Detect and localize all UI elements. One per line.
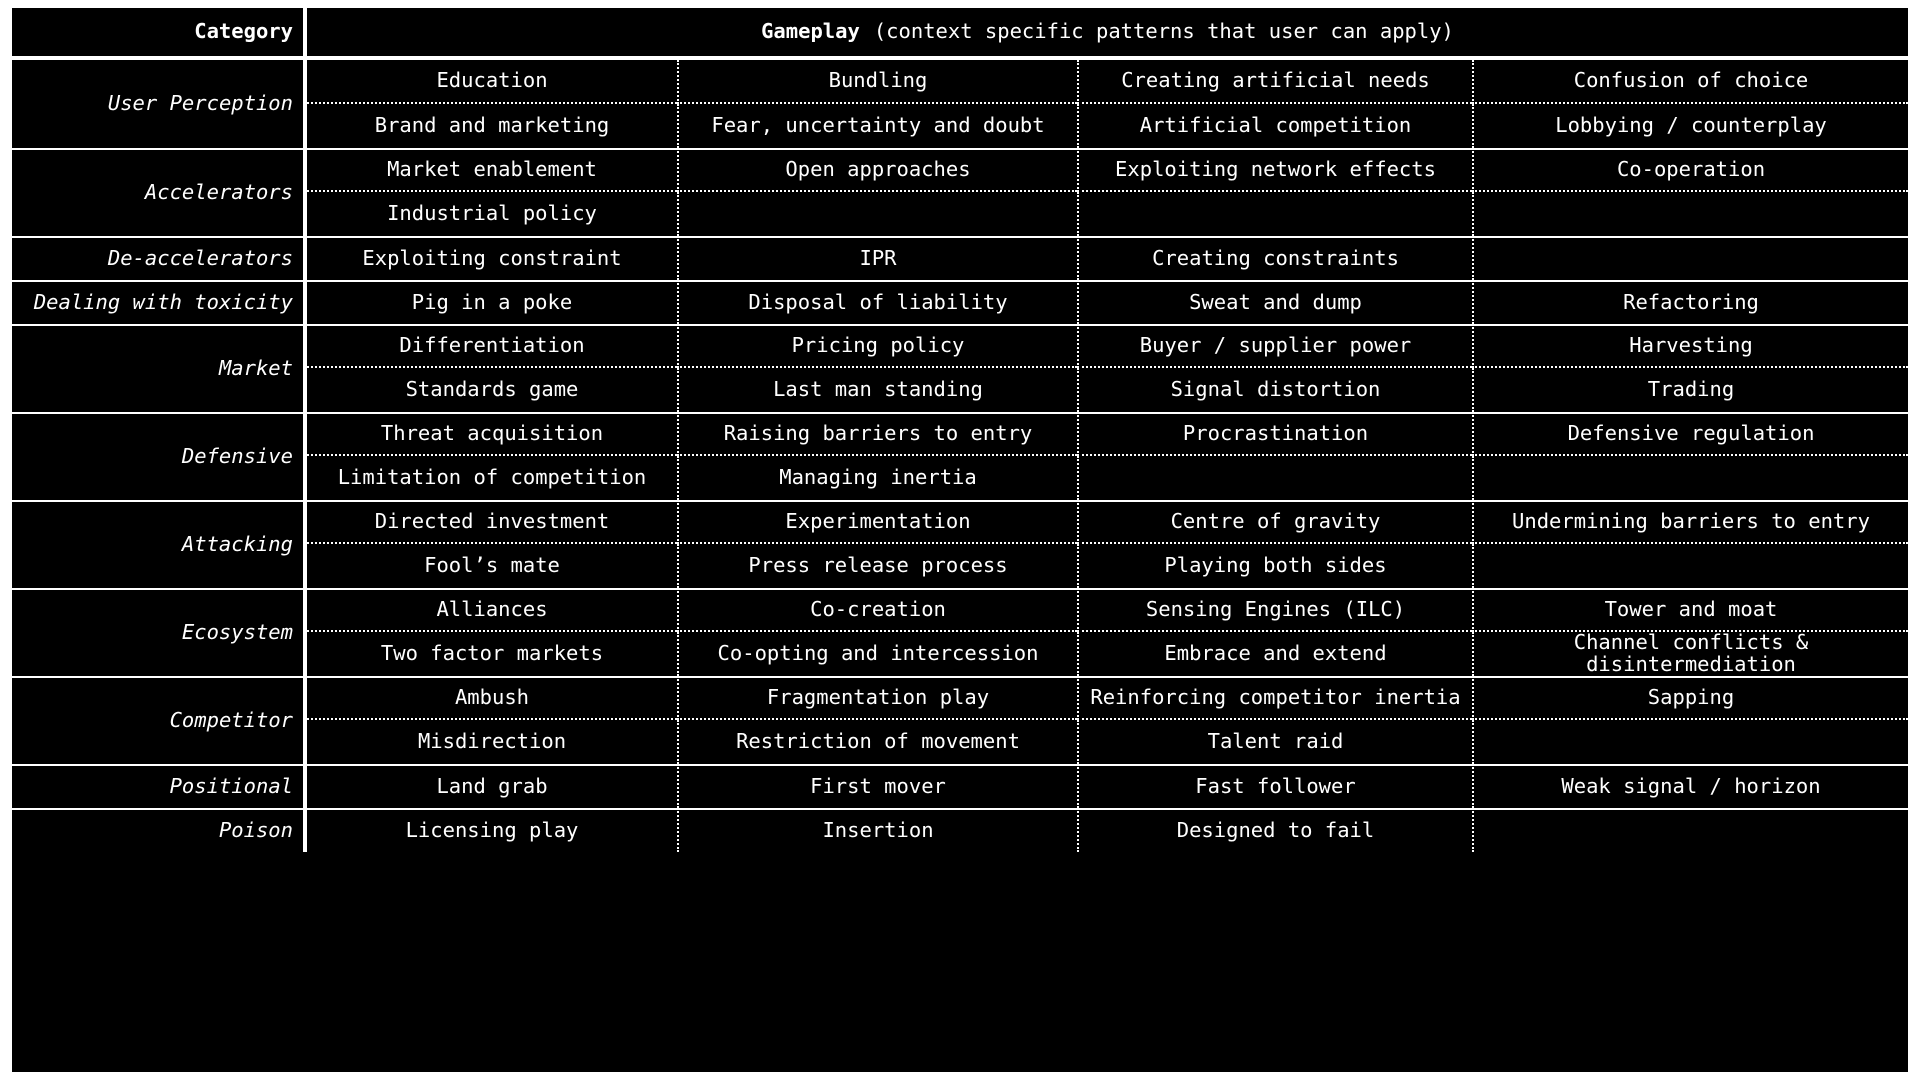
pattern-cell: Two factor markets xyxy=(380,641,604,666)
pattern-cell: Sapping xyxy=(1472,676,1908,720)
pattern-cell: Restriction of movement xyxy=(677,720,1077,764)
category-label: Dealing with toxicity xyxy=(12,280,307,324)
pattern-cell: Press release process xyxy=(677,544,1077,588)
category-label: Competitor xyxy=(12,676,307,764)
pattern-cell: Sensing Engines (ILC) xyxy=(1077,588,1472,632)
pattern-cell: Co-operation xyxy=(1472,148,1908,192)
category-label: Positional xyxy=(12,764,307,808)
pattern-cell: Sweat and dump xyxy=(1077,280,1472,324)
pattern-cell xyxy=(1472,192,1908,236)
pattern-cell: Pig in a poke xyxy=(307,280,677,324)
pattern-cell xyxy=(1472,236,1908,280)
pattern-cell: Co-opting and intercession xyxy=(677,632,1077,676)
pattern-cell: Creating artificial needs xyxy=(1077,60,1472,104)
pattern-cell: Artificial competition xyxy=(1077,104,1472,148)
pattern-cell: Fool’s mate xyxy=(424,553,560,578)
pattern-cell xyxy=(677,192,1077,236)
header-gameplay xyxy=(307,8,1908,60)
pattern-cell: Education xyxy=(307,60,677,104)
pattern-cell: Lobbying / counterplay xyxy=(1472,104,1908,148)
pattern-cell: Land grab xyxy=(307,764,677,808)
pattern-cell: Exploiting network effects xyxy=(1077,148,1472,192)
category-label: Poison xyxy=(12,808,307,852)
pattern-cell: Trading xyxy=(1472,368,1908,412)
pattern-cell: Misdirection xyxy=(417,729,567,754)
pattern-cell: Licensing play xyxy=(307,808,677,852)
pattern-cell: Market enablement xyxy=(307,148,677,192)
pattern-cell: Designed to fail xyxy=(1077,808,1472,852)
pattern-cell: Channel conflicts & disintermediation xyxy=(1472,632,1908,676)
pattern-cell xyxy=(1472,808,1908,852)
category-label: De-accelerators xyxy=(12,236,307,280)
header-gameplay-note: (context specific patterns that user can apply) xyxy=(873,19,1454,44)
pattern-cell: Signal distortion xyxy=(1077,368,1472,412)
pattern-cell: Talent raid xyxy=(1077,720,1472,764)
pattern-cell xyxy=(1077,456,1472,500)
pattern-cell: Confusion of choice xyxy=(1472,60,1908,104)
pattern-cell xyxy=(1472,456,1908,500)
pattern-cell: Tower and moat xyxy=(1472,588,1908,632)
pattern-cell: Alliances xyxy=(307,588,677,632)
pattern-cell: Insertion xyxy=(677,808,1077,852)
pattern-cell: Limitation of competition xyxy=(337,465,647,490)
pattern-cell: Directed investment xyxy=(307,500,677,544)
pattern-cell: Playing both sides xyxy=(1077,544,1472,588)
pattern-cell: Refactoring xyxy=(1472,280,1908,324)
pattern-cell: Weak signal / horizon xyxy=(1472,764,1908,808)
pattern-cell: First mover xyxy=(677,764,1077,808)
category-label: Ecosystem xyxy=(12,588,307,676)
pattern-cell xyxy=(1472,544,1908,588)
pattern-cell: Exploiting constraint xyxy=(307,236,677,280)
pattern-cell: Standards game xyxy=(405,377,579,402)
header-gameplay-title: Gameplay xyxy=(761,19,860,44)
pattern-cell: Managing inertia xyxy=(677,456,1077,500)
pattern-cell: Fast follower xyxy=(1077,764,1472,808)
pattern-cell: Undermining barriers to entry xyxy=(1472,500,1908,544)
header-category: Category xyxy=(12,8,307,60)
pattern-cell: IPR xyxy=(677,236,1077,280)
pattern-cell: Brand and marketing xyxy=(374,113,610,138)
category-label: Defensive xyxy=(12,412,307,500)
pattern-cell: Open approaches xyxy=(677,148,1077,192)
pattern-cell: Disposal of liability xyxy=(677,280,1077,324)
pattern-cell: Pricing policy xyxy=(677,324,1077,368)
category-label: Market xyxy=(12,324,307,412)
pattern-cell: Bundling xyxy=(677,60,1077,104)
pattern-cell: Fear, uncertainty and doubt xyxy=(677,104,1077,148)
category-label: Attacking xyxy=(12,500,307,588)
pattern-cell: Buyer / supplier power xyxy=(1077,324,1472,368)
pattern-cell: Centre of gravity xyxy=(1077,500,1472,544)
category-label: User Perception xyxy=(12,60,307,148)
pattern-cell: Experimentation xyxy=(677,500,1077,544)
pattern-cell: Embrace and extend xyxy=(1077,632,1472,676)
pattern-cell: Raising barriers to entry xyxy=(677,412,1077,456)
pattern-cell: Harvesting xyxy=(1472,324,1908,368)
gameplay-table xyxy=(12,8,1908,1072)
category-label: Accelerators xyxy=(12,148,307,236)
pattern-cell: Threat acquisition xyxy=(307,412,677,456)
pattern-cell: Creating constraints xyxy=(1077,236,1472,280)
pattern-cell: Reinforcing competitor inertia xyxy=(1077,676,1472,720)
pattern-cell: Fragmentation play xyxy=(677,676,1077,720)
pattern-cell: Industrial policy xyxy=(387,201,597,226)
pattern-cell: Procrastination xyxy=(1077,412,1472,456)
pattern-cell: Co-creation xyxy=(677,588,1077,632)
pattern-cell: Differentiation xyxy=(307,324,677,368)
pattern-cell xyxy=(1077,192,1472,236)
pattern-cell: Last man standing xyxy=(677,368,1077,412)
pattern-cell: Ambush xyxy=(307,676,677,720)
pattern-cell xyxy=(1472,720,1908,764)
pattern-cell: Defensive regulation xyxy=(1472,412,1908,456)
